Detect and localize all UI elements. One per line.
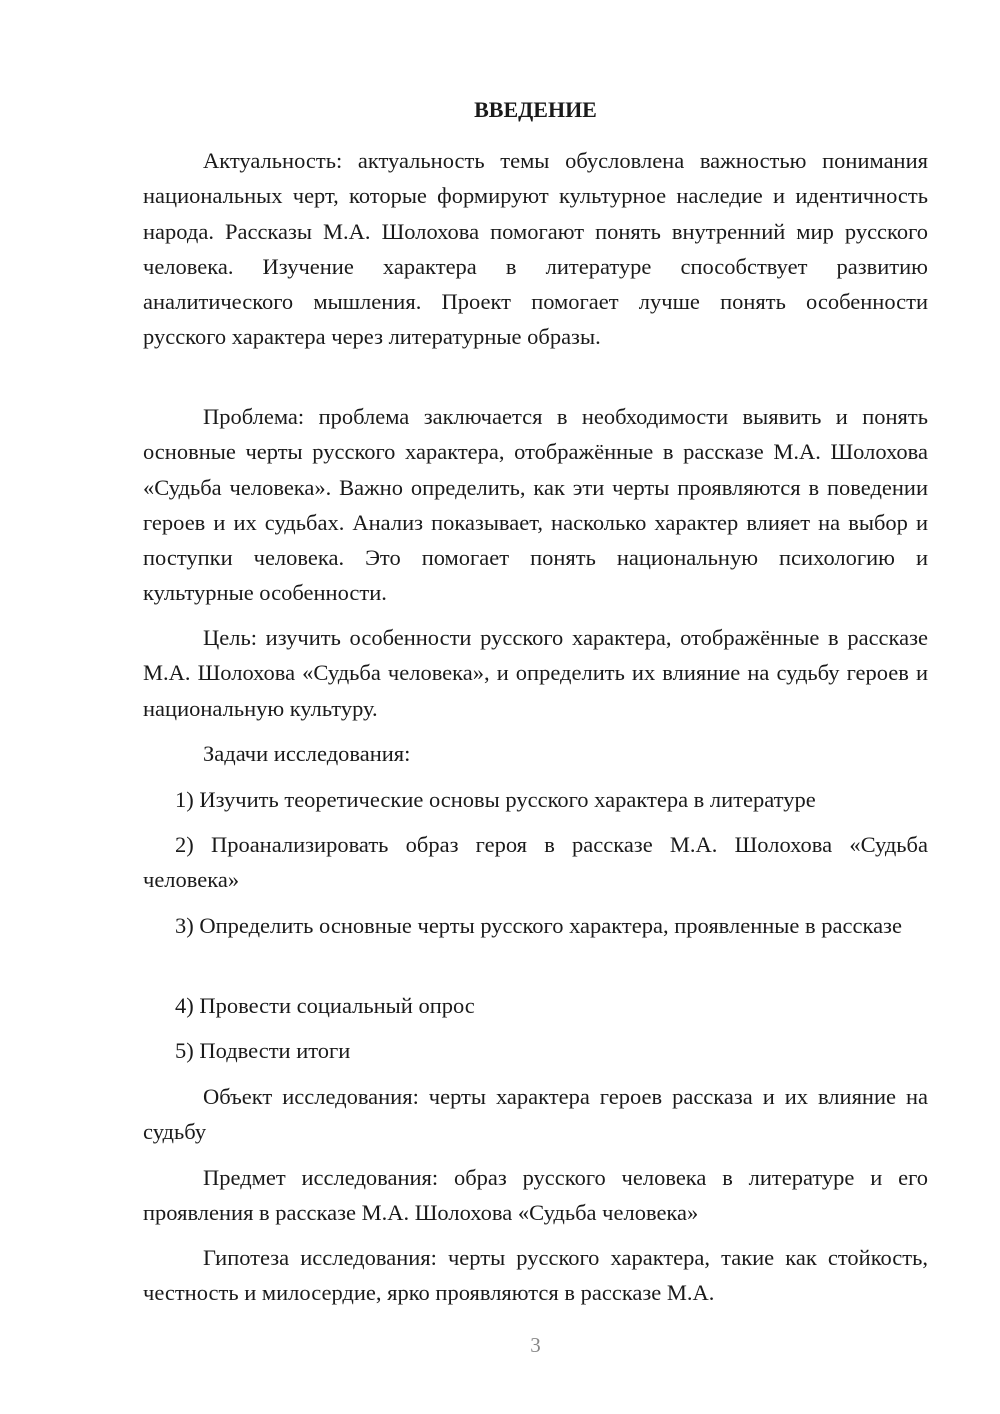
page-title: ВВЕДЕНИЕ: [474, 97, 597, 122]
paragraph-object: Объект исследования: черты характера героев рассказа и их влияние на судьбу: [143, 1084, 928, 1145]
paragraph-hypothesis: Гипотеза исследования: черты русского характера, такие как стойкость, честность и милосердие, ярко проявляются в рассказе М.А.: [143, 1245, 928, 1306]
paragraph-goal: Цель: изучить особенности русского характера, отображённые в рассказе М.А. Шолохова «Судьба человека», и определить их влияние на судьбу героев и национальную культуру.: [143, 625, 928, 721]
list-item: 3) Определить основные черты русского характера, проявленные в рассказе: [175, 913, 902, 938]
paragraph-relevance: Актуальность: актуальность темы обусловлена важностью понимания национальных черт, которые формируют культурное наследие и идентичность народа. Рассказы М.А. Шолохова помогают понять внутренний мир русского человека. Изучение характера в литературе способствует развитию аналитического мышления. Проект помогает лучше понять особенности русского характера через литературные образы.: [143, 148, 928, 350]
list-item: 5) Подвести итоги: [175, 1038, 351, 1063]
page-number: 3: [530, 1333, 541, 1357]
tasks-heading: Задачи исследования:: [203, 741, 411, 766]
paragraph-subject: Предмет исследования: образ русского человека в литературе и его проявления в рассказе М.А. Шолохова «Судьба человека»: [143, 1165, 928, 1226]
list-item: 1) Изучить теоретические основы русского характера в литературе: [175, 787, 816, 812]
list-item: 2) Проанализировать образ героя в рассказе М.А. Шолохова «Судьба человека»: [143, 832, 928, 893]
paragraph-problem: Проблема: проблема заключается в необходимости выявить и понять основные черты русского характера, отображённые в рассказе М.А. Шолохова «Судьба человека». Важно определить, как эти черты проявляются в поведении героев и их судьбах. Анализ показывает, насколько характер влияет на выбор и поступки человека. Это помогает понять национальную психологию и культурные особенности.: [143, 404, 928, 606]
list-item: 4) Провести социальный опрос: [175, 993, 475, 1018]
